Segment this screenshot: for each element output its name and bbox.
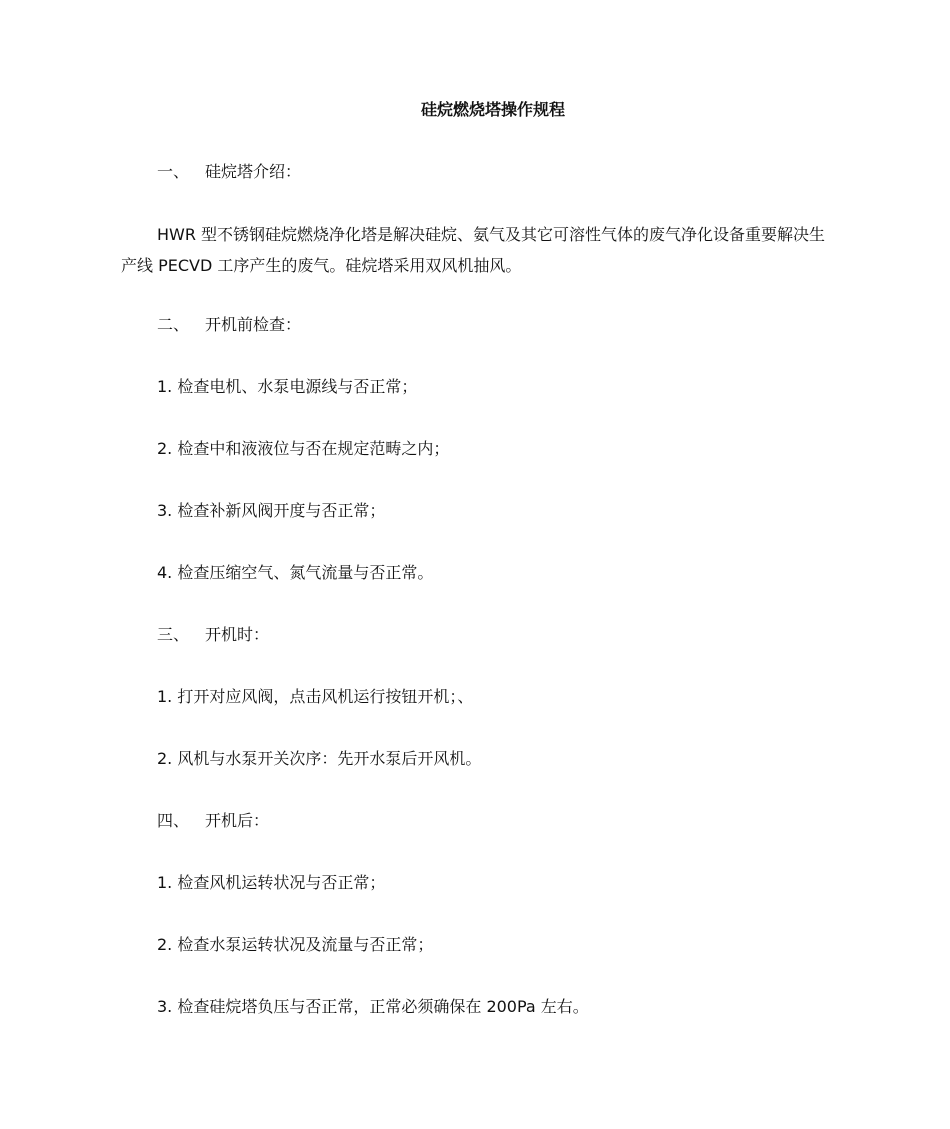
section-2-number: 二、	[157, 315, 190, 334]
section-3-heading: 开机时：	[205, 625, 270, 644]
section-1-number: 一、	[157, 162, 190, 181]
document-title: 硅烷燃烧塔操作规程	[420, 100, 565, 119]
list-item: 4. 检查压缩空气、氮气流量与否正常。	[157, 563, 434, 582]
list-item: 2. 检查水泵运转状况及流量与否正常；	[157, 935, 434, 954]
section-2-heading: 开机前检查：	[205, 315, 302, 334]
section-4-heading: 开机后：	[205, 811, 270, 830]
list-item: 1. 检查电机、水泵电源线与否正常；	[157, 377, 418, 396]
list-item: 2. 检查中和液液位与否在规定范畴之内；	[157, 439, 450, 458]
list-item: 2. 风机与水泵开关次序：先开水泵后开风机。	[157, 749, 482, 768]
section-1-paragraph: HWR 型不锈钢硅烷燃烧净化塔是解决硅烷、氨气及其它可溶性气体的废气净化设备重要解决生产线 PECVD 工序产生的废气。硅烷塔采用双风机抽风。	[121, 225, 826, 275]
list-item: 3. 检查补新风阀开度与否正常；	[157, 501, 386, 520]
list-item: 1. 打开对应风阀，点击风机运行按钮开机；、	[157, 687, 474, 706]
list-item: 1. 检查风机运转状况与否正常；	[157, 873, 386, 892]
section-3-number: 三、	[157, 625, 190, 644]
section-4-number: 四、	[157, 811, 190, 830]
section-1-heading: 硅烷塔介绍：	[205, 162, 302, 181]
list-item: 3. 检查硅烷塔负压与否正常，正常必须确保在 200Pa 左右。	[157, 997, 589, 1016]
